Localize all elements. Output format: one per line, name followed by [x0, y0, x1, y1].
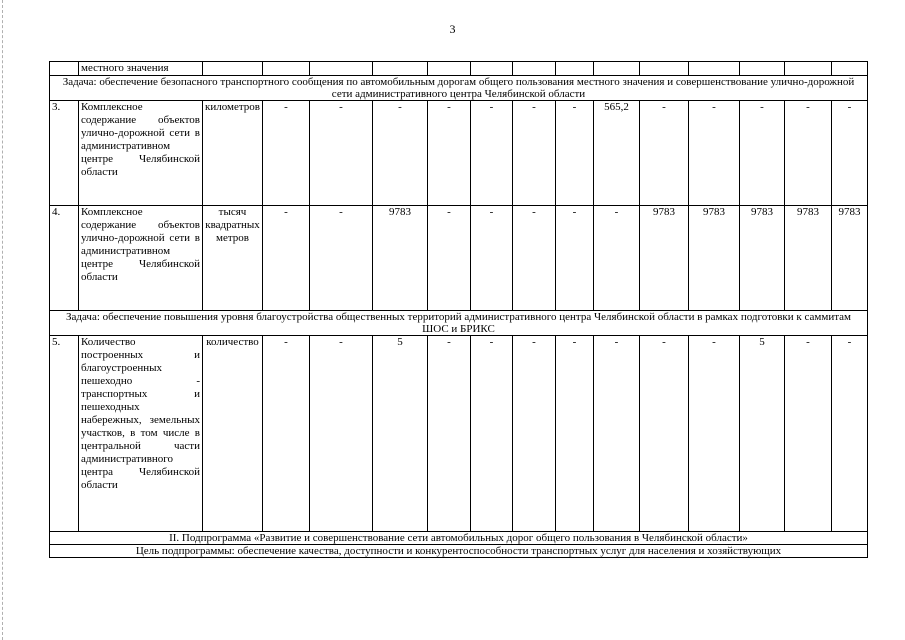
value-cell: - [428, 101, 471, 206]
task-row [50, 76, 868, 101]
value-cell: 9783 [689, 206, 740, 311]
value-cell: - [689, 336, 740, 532]
value-cell: - [689, 101, 740, 206]
table-cell [556, 62, 594, 76]
value-cell: - [640, 101, 689, 206]
table-row [50, 101, 868, 206]
value-cell: - [263, 101, 310, 206]
table-cell [373, 62, 428, 76]
value-cell: - [263, 206, 310, 311]
value-cell: - [832, 336, 868, 532]
table-cell [50, 62, 79, 76]
indicator-name: Комплексное содержание объектов улично-дорожной сети в административном центре Челябинской области [79, 206, 203, 311]
table-cell [594, 62, 640, 76]
indicator-name: Комплексное содержание объектов улично-дорожной сети в административном центре Челябинской области [79, 101, 203, 206]
value-cell: 5 [740, 336, 785, 532]
value-cell: - [640, 336, 689, 532]
table-cell [310, 62, 373, 76]
value-cell: 9783 [640, 206, 689, 311]
table-cell: местного значения [79, 62, 203, 76]
unit-of-measure: количество [203, 336, 263, 532]
value-cell: - [428, 336, 471, 532]
table-cell [471, 62, 513, 76]
value-cell: - [310, 206, 373, 311]
row-number: 5. [50, 336, 79, 532]
value-cell: - [594, 206, 640, 311]
value-cell: - [785, 336, 832, 532]
value-cell: - [785, 101, 832, 206]
value-cell: - [428, 206, 471, 311]
value-cell: 5 [373, 336, 428, 532]
subprogram-row [50, 532, 868, 545]
unit-of-measure: километров [203, 101, 263, 206]
table-row [50, 206, 868, 311]
value-cell: 9783 [832, 206, 868, 311]
goal-row [50, 545, 868, 558]
table-cell [785, 62, 832, 76]
row-number: 4. [50, 206, 79, 311]
value-cell: - [310, 336, 373, 532]
unit-of-measure: тысяч квадратных метров [203, 206, 263, 311]
value-cell: - [310, 101, 373, 206]
value-cell: - [471, 206, 513, 311]
value-cell: - [513, 101, 556, 206]
table-cell [832, 62, 868, 76]
task-heading: Задача: обеспечение повышения уровня благоустройства общественных территорий административного центра Челябинской области в рамках подготовки к саммитам ШОС и БРИКС [50, 311, 868, 336]
value-cell: - [471, 336, 513, 532]
value-cell: - [263, 336, 310, 532]
value-cell: 9783 [740, 206, 785, 311]
value-cell: - [471, 101, 513, 206]
value-cell: - [740, 101, 785, 206]
value-cell: - [513, 336, 556, 532]
table-cell [263, 62, 310, 76]
table-cell [203, 62, 263, 76]
value-cell: - [513, 206, 556, 311]
row-number: 3. [50, 101, 79, 206]
table-cell [689, 62, 740, 76]
value-cell: - [556, 206, 594, 311]
task-row [50, 311, 868, 336]
value-cell: 9783 [373, 206, 428, 311]
page-edge-line [2, 0, 3, 640]
indicator-name: Количество построенных и благоустроенных пешеходно - транспортных и пешеходных набережных, земельных участков, в том числе в центральной части административного центра Челябинской области [79, 336, 203, 532]
value-cell: 9783 [785, 206, 832, 311]
indicators-table [49, 61, 868, 558]
table-cell [640, 62, 689, 76]
table-row [50, 62, 868, 76]
value-cell: - [556, 336, 594, 532]
table-cell [740, 62, 785, 76]
value-cell: - [373, 101, 428, 206]
subprogram-goal: Цель подпрограммы: обеспечение качества, доступности и конкурентоспособности транспортных услуг для населения и хозяйствующих [50, 545, 868, 558]
page-number: 3 [449, 22, 456, 36]
value-cell: 565,2 [594, 101, 640, 206]
value-cell: - [556, 101, 594, 206]
table-cell [428, 62, 471, 76]
value-cell: - [594, 336, 640, 532]
table-row [50, 336, 868, 532]
value-cell: - [832, 101, 868, 206]
subprogram-title: II. Подпрограмма «Развитие и совершенствование сети автомобильных дорог общего пользования в Челябинской области» [50, 532, 868, 545]
table-cell [513, 62, 556, 76]
task-heading: Задача: обеспечение безопасного транспортного сообщения по автомобильным дорогам общего пользования местного значения и совершенствование улично-дорожной сети административного центра Челябинской области [50, 76, 868, 101]
